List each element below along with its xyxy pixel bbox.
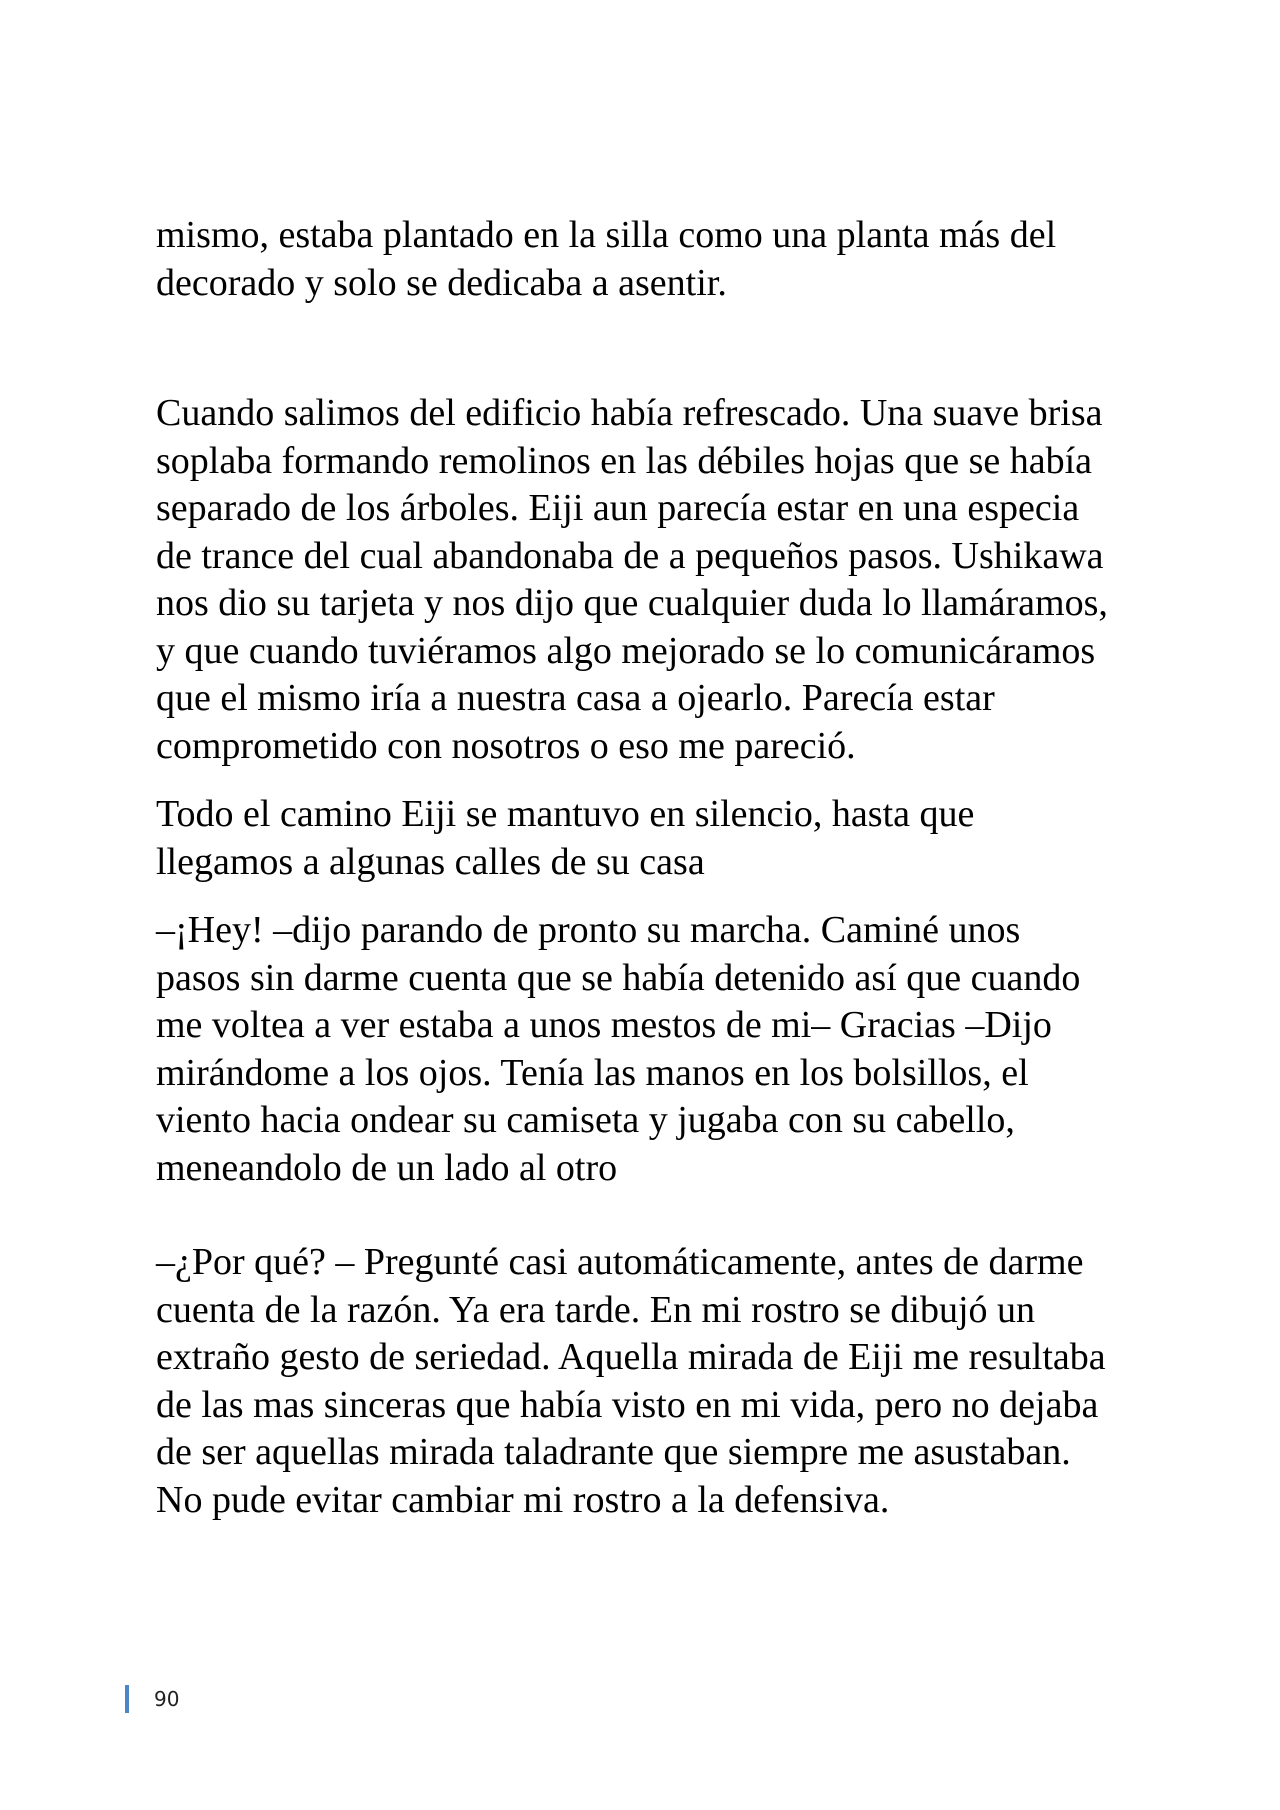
text-line: extraño gesto de seriedad. Aquella mirada de Eiji me resultaba bbox=[156, 1336, 1106, 1378]
paragraph-spacer bbox=[156, 1192, 1156, 1239]
page-folio bbox=[125, 1685, 179, 1713]
text-line: decorado y solo se dedicaba a asentir. bbox=[156, 261, 727, 304]
text-line: que el mismo iría a nuestra casa a ojearlo. Parecía estar bbox=[156, 677, 995, 719]
text-line: de las mas sinceras que había visto en mi vida, pero no dejaba bbox=[156, 1383, 1099, 1426]
text-line: mismo, estaba plantado en la silla como una planta más del bbox=[156, 214, 1057, 256]
text-line: meneandolo de un lado al otro bbox=[156, 1146, 618, 1189]
paragraph-2 bbox=[156, 390, 1156, 770]
text-line: nos dio su tarjeta y nos dijo que cualquier duda lo llamáramos, bbox=[156, 582, 1108, 624]
text-line: soplaba formando remolinos en las débiles hojas que se había bbox=[156, 439, 1093, 482]
paragraph-1 bbox=[156, 212, 1156, 307]
paragraph-5 bbox=[156, 1239, 1156, 1524]
text-line: cuenta de la razón. Ya era tarde. En mi rostro se dibujó un bbox=[156, 1288, 1036, 1331]
paragraph-spacer bbox=[156, 307, 1156, 390]
text-line: comprometido con nosotros o eso me pareció. bbox=[156, 724, 856, 767]
text-line: Cuando salimos del edificio había refrescado. Una suave brisa bbox=[156, 392, 1103, 434]
paragraph-spacer bbox=[156, 770, 1156, 791]
text-line: No pude evitar cambiar mi rostro a la defensiva. bbox=[156, 1478, 890, 1521]
page-number: 90 bbox=[154, 1687, 180, 1711]
text-line: llegamos a algunas calles de su casa bbox=[156, 840, 705, 883]
text-line: Todo el camino Eiji se mantuvo en silencio, hasta que bbox=[156, 793, 975, 835]
paragraph-3 bbox=[156, 791, 1156, 886]
text-line: de ser aquellas mirada taladrante que siempre me asustaban. bbox=[156, 1431, 1071, 1473]
text-line: y que cuando tuviéramos algo mejorado se lo comunicáramos bbox=[156, 629, 1096, 672]
paragraph-4 bbox=[156, 907, 1156, 1192]
folio-accent-bar bbox=[125, 1685, 129, 1713]
paragraph-spacer bbox=[156, 886, 1156, 907]
text-line: separado de los árboles. Eiji aun parecía estar en una especia bbox=[156, 487, 1080, 529]
text-line: mirándome a los ojos. Tenía las manos en los bolsillos, el bbox=[156, 1051, 1029, 1094]
text-line: pasos sin darme cuenta que se había detenido así que cuando bbox=[156, 956, 1081, 999]
text-line: me voltea a ver estaba a unos mestos de mi– Gracias –Dijo bbox=[156, 1004, 1052, 1046]
text-line: –¿Por qué? – Pregunté casi automáticamente, antes de darme bbox=[156, 1241, 1084, 1283]
text-line: viento hacia ondear su camiseta y jugaba con su cabello, bbox=[156, 1099, 1015, 1141]
text-line: –¡Hey! –dijo parando de pronto su marcha. Caminé unos bbox=[156, 909, 1021, 951]
text-line: de trance del cual abandonaba de a pequeños pasos. Ushikawa bbox=[156, 534, 1104, 577]
body-text bbox=[156, 212, 1156, 1524]
